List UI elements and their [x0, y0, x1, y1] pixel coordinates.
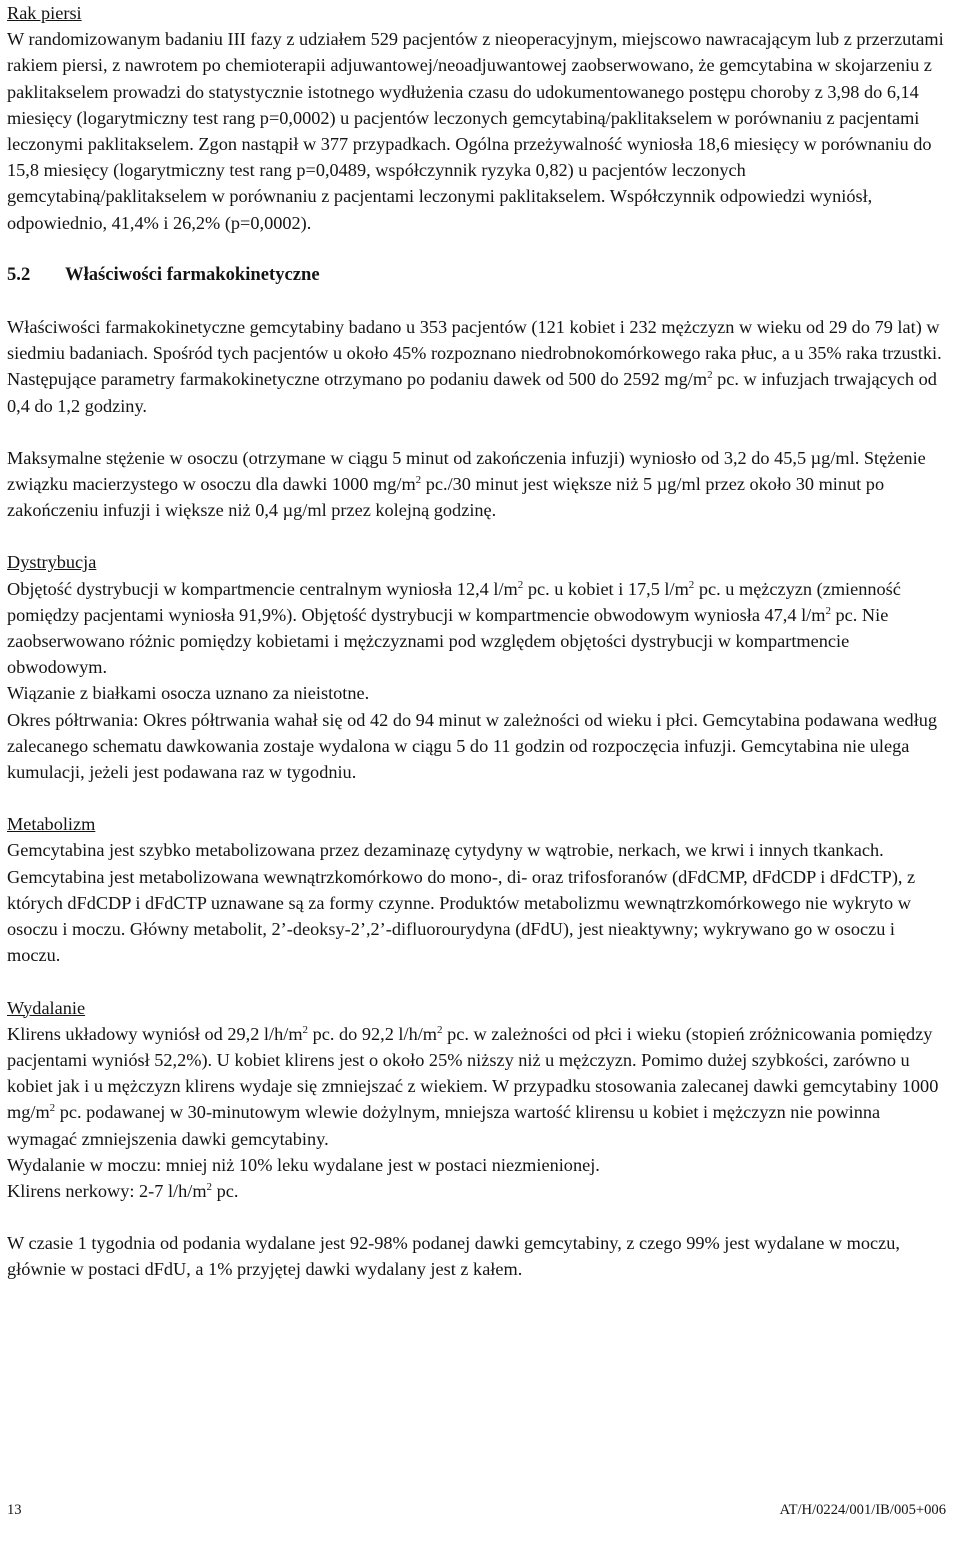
- spacer: [7, 523, 946, 549]
- superscript: 2: [302, 1023, 309, 1036]
- distribution-text-b: pc. u kobiet i 17,5 l/m: [523, 578, 689, 599]
- metabolism-paragraph: Gemcytabina jest szybko metabolizowana przez dezaminazę cytydyny w wątrobie, nerkach, we krwi i innych tkankach. Gemcytabina jest metabolizowana wewnątrzkomórkowo do mono-, di- oraz trifosforanów (dFdCMP, dFdCDP i dFdCTP), z których dFdCDP i dFdCTP uznawane są za formy czynne. Produktów metabolizmu wewnątrzkomórkowego nie wykryto w osoczu i moczu. Główny metabolit, 2’-deoksy-2’,2’-difluorourydyna (dFdU), jest nieaktywny; wykrywano go w osoczu i moczu.: [7, 840, 916, 966]
- half-life-paragraph: Okres półtrwania: Okres półtrwania wahał się od 42 do 94 minut w zależności od wieku i płci. Gemcytabina podawana według zalecanego schematu dawkowania zostaje wydalona w ciągu 5 do 11 godzin od rozpoczęcia infuzji. Gemcytabina nie ulega kumulacji, jeżeli jest podawana raz w tygodniu.: [7, 709, 938, 783]
- spacer: [7, 785, 946, 811]
- max-concentration-text-a: Maksymalne stężenie w osoczu (otrzymane w ciągu 5 minut od zakończenia infuzji) wyniosło od 3,2 do 45,5 µg/ml. Stężenie związku macierzystego w osoczu dla dawki 1000 mg/m: [7, 447, 926, 495]
- distribution-text-d: pc. Nie zaobserwowano różnic pomiędzy kobietami i mężczyznami pod względem objętości dystrybucji w kompartmencie obwodowym.: [7, 604, 889, 678]
- superscript: 2: [206, 1180, 213, 1193]
- section-heading: [7, 262, 946, 288]
- document-code: AT/H/0224/001/IB/005+006: [779, 1502, 946, 1518]
- excretion-text-d: pc. podawanej w 30-minutowym wlewie dożylnym, mniejsza wartość klirensu u kobiet i mężczyzn nie powinna wymagać zmniejszenia dawki gemcytabiny.: [7, 1102, 881, 1149]
- superscript: 2: [437, 1023, 443, 1036]
- section-title: Właściwości farmakokinetyczne: [65, 263, 320, 285]
- distribution-text-c: pc. u mężczyzn (zmienność pomiędzy pacjentami wyniosła 91,9%). Objętość dystrybucji w kompartmencie obwodowym wyniosła 47,4 l/m: [7, 578, 901, 625]
- spacer: [7, 1204, 946, 1230]
- weekly-excretion-paragraph: W czasie 1 tygodnia od podania wydalane jest 92-98% podanej dawki gemcytabiny, z czego 99% jest wydalane w moczu, głównie w postaci dFdU, a 1% przyjętej dawki wydalany jest z kałem.: [7, 1233, 900, 1280]
- superscript: 2: [688, 578, 695, 591]
- max-concentration-text-b: pc./30 minut jest większe niż 5 µg/ml przez około 30 minut po zakończeniu infuzji i większe niż 0,4 µg/ml przez kolejną godzinę.: [7, 474, 885, 521]
- superscript: 2: [49, 1102, 56, 1115]
- excretion-text-c: pc. w zależności od płci i wieku (stopień zróżnicowania pomiędzy pacjentami wyniósł 52,2%). U kobiet klirens jest o około 25% niższy niż u mężczyzn. Pomimo dużej szybkości, zarówno u kobiet jak i u mężczyzn klirens wydaje się zmniejszać z wiekiem. W przypadku stosowania zalecanej dawki gemcytabiny 1000 mg/m: [7, 1023, 939, 1123]
- page-footer: [7, 1500, 946, 1520]
- renal-clearance-text-b: pc.: [212, 1180, 239, 1201]
- section-number: 5.2: [7, 263, 31, 285]
- renal-clearance-line: [7, 1178, 946, 1204]
- superscript: 2: [825, 604, 831, 617]
- excretion-heading: Wydalanie: [7, 997, 86, 1018]
- renal-clearance-text-a: Klirens nerkowy: 2-7 l/h/m: [7, 1180, 207, 1201]
- superscript: 2: [415, 473, 422, 486]
- superscript: 2: [707, 369, 713, 382]
- excretion-paragraph: [7, 1021, 946, 1152]
- distribution-heading: Dystrybucja: [7, 552, 97, 573]
- excretion-text-a: Klirens układowy wyniósł od 29,2 l/h/m: [7, 1023, 303, 1044]
- superscript: 2: [517, 578, 524, 591]
- excretion-text-b: pc. do 92,2 l/h/m: [308, 1023, 438, 1044]
- spacer: [7, 419, 946, 445]
- urine-excretion-line: Wydalanie w moczu: mniej niż 10% leku wydalane jest w postaci niezmienionej.: [7, 1154, 600, 1175]
- spacer: [7, 288, 946, 314]
- breast-cancer-paragraph: W randomizowanym badaniu III fazy z udziałem 529 pacjentów z nieoperacyjnym, miejscowo nawracającym lub z przerzutami rakiem piersi, z nawrotem po chemioterapii adjuwantowej/neoadjuwantowej zaobserwowano, że gemcytabina w skojarzeniu z paklitakselem prowadzi do statystycznie istotnego wydłużenia czasu do udokumentowanego postępu choroby z 3,98 do 6,14 miesięcy (logarytmiczny test rang p=0,0002) u pacjentów leczonych gemcytabiną/paklitakselem w porównaniu z pacjentami leczonymi paklitakselem. Zgon nastąpił w 377 przypadkach. Ogólna przeżywalność wyniosła 18,6 miesięcy w porównaniu do 15,8 miesięcy (logarytmiczny test rang p=0,0489, współczynnik ryzyka 0,82) u pacjentów leczonych gemcytabiną/paklitakselem w porównaniu z pacjentami leczonymi paklitakselem. Współczynnik odpowiedzi wyniósł, odpowiednio, 41,4% i 26,2% (p=0,0002).: [7, 29, 944, 233]
- pk-intro-text-a: Właściwości farmakokinetyczne gemcytabiny badano u 353 pacjentów (121 kobiet i 232 mężczyzn w wieku od 29 do 79 lat) w siedmiu badaniach. Spośród tych pacjentów u około 45% rozpoznano niedrobnokomórkowego raka płuc, a u 35% raka trzustki. Następujące parametry farmakokinetyczne otrzymano po podaniu dawek od 500 do 2592 mg/m: [7, 317, 942, 390]
- distribution-paragraph: [7, 576, 946, 681]
- protein-binding-line: Wiązanie z białkami osocza uznano za nieistotne.: [7, 683, 370, 704]
- pk-intro-text-b: pc. w infuzjach trwających od 0,4 do 1,2 godziny.: [7, 369, 937, 416]
- distribution-text-a: Objętość dystrybucji w kompartmencie centralnym wyniosła 12,4 l/m: [7, 578, 518, 599]
- spacer: [7, 969, 946, 995]
- metabolism-heading: Metabolizm: [7, 814, 96, 835]
- pk-intro-paragraph: [7, 314, 946, 419]
- breast-cancer-heading: Rak piersi: [7, 3, 82, 23]
- page-number: 13: [7, 1502, 22, 1518]
- max-concentration-paragraph: [7, 445, 946, 524]
- spacer: [7, 236, 946, 262]
